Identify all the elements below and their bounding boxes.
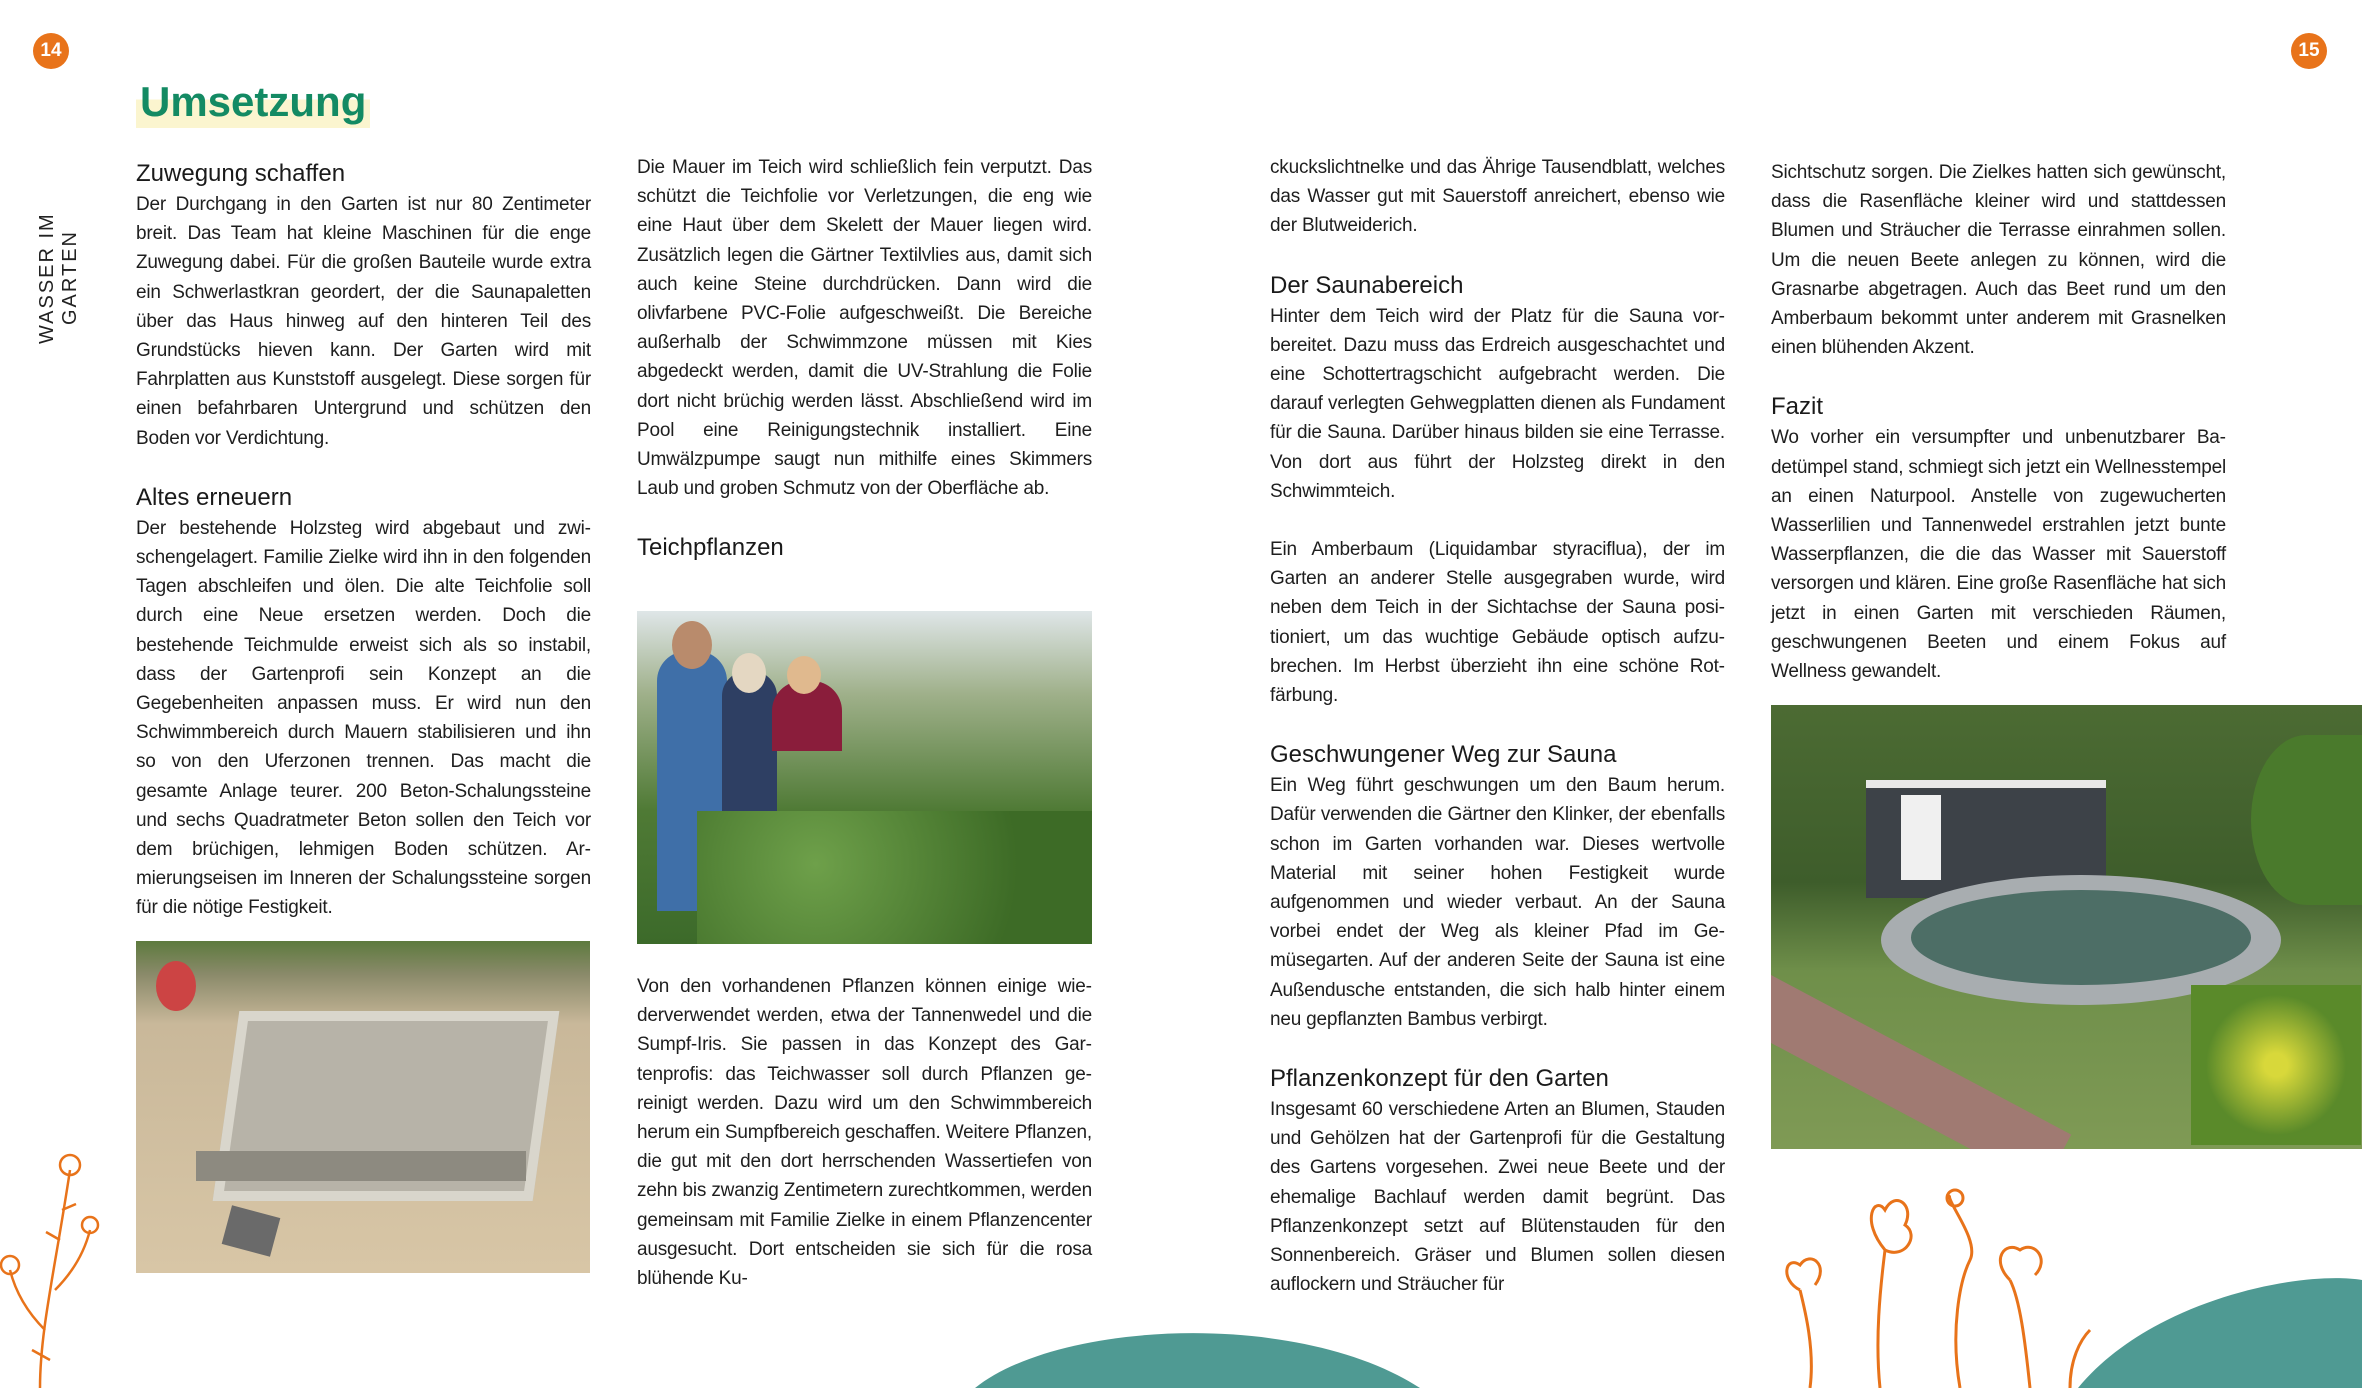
page-title: Umsetzung [136, 76, 370, 128]
heading-zuwegung: Zuwegung schaffen [136, 160, 346, 187]
flower-illustration-right-icon [1770, 1180, 2110, 1388]
paragraph: Wo vorher ein versumpfter und unbenutzbarer Badetümpel stand, schmiegt sich jetzt ein Wellnesstempel an einen Naturpool. Anstelle von zugewucherten Wasserlilien und Tannenwedel erstrahlen jetzt bunte Wasserpflanzen, die die das Wasser mit Sauerstoff versorgen und klären. Eine große Rasenfläche hat sich jetzt in einen Garten mit verschieden Räumen, geschwungenen Beeten und einem Fokus auf Wellness gewandelt. [1771, 427, 2226, 683]
paragraph: Hinter dem Teich wird der Platz für die Sauna vorbereitet. Dazu muss das Erdreich ausgeschachtet und eine Schottertragschicht aufgebracht werden. Die darauf verlegten Gehwegplatten dienen als Fundament für die Sauna. Darüber hinaus bilden sie eine Terrasse. Von dort aus führt der Holzsteg direkt in den Schwimmteich. [1270, 305, 1725, 502]
heading-saunabereich: Der Saunabereich [1270, 271, 1464, 299]
heading-fazit: Fazit [1771, 393, 1824, 421]
page-number-right: 15 [2291, 33, 2327, 69]
paragraph: Sichtschutz sorgen. Die Zielkes hatten sich gewünscht, dass die Rasenfläche kleiner wird und stattdessen Blumen und Sträucher die Terrasse einrahmen sollen. Um die neuen Beete anlegen zu können, wird die Grasnarbe abgetragen. Auch das Beet rund um den Amberbaum bekommt unter anderem mit Grasnelken einen blühenden Akzent. [1771, 162, 2226, 359]
paragraph: Von den vorhandenen Pflanzen können einige wiederverwendet werden, etwa der Tannenwedel und die Sumpf-Iris. Sie passen in das Konzept des Gartenprofis: das Teichwasser soll durch Pflanzen gereinigt werden. Dazu wird um den Schwimmbereich herum ein Sumpfbereich geschaffen. Weitere Pflanzen, die gut mit den dort herrschenden Wassertiefen von zehn bis zwanzig Zentimetern zurechtkommen, werden gemeinsam mit Familie Zielke in einem Pflanzencenter ausgesucht. Dort entscheiden sie sich für die rosa blühende Ku- [637, 976, 1092, 1290]
column-2 [637, 153, 1092, 564]
photo-plant-center [637, 611, 1092, 944]
paragraph: Ein Weg führt geschwungen um den Baum herum. Dafür verwenden die Gärtner den Klinker, der ebenfalls schon im Garten vorhanden war. Dieses wertvolle Material mit seiner hohen Festigkeit wurde aufgenommen und wieder verbaut. An der Sauna vorbei endet der Weg als kleiner Pfad im Gemüsegarten. Auf der anderen Seite der Sauna ist eine Außendusche entstanden, die sich halb hinter einem neu gepflanzten Bambus verbirgt. [1270, 775, 1725, 1030]
paragraph: Ein Amberbaum (Liquidambar styraciflua), der im Garten an anderer Stelle ausgegraben wurde, wird neben dem Teich in der Sichtachse der Sauna positioniert, um das wuchtige Gebäude optisch aufzubrechen. Im Herbst überzieht ihn eine schöne Rotfärbung. [1270, 539, 1725, 707]
column-1 [136, 158, 591, 923]
paragraph: Der bestehende Holzsteg wird abgebaut und zwischengelagert. Familie Zielke wird ihn in den folgenden Tagen abschleifen und ölen. Die alte Teichfolie soll durch eine Neue ersetzen werden. Doch die bestehende Teichmulde erweist sich als so instabil, dass der Gartenprofi sein Konzept an die Gegebenheiten anpassen muss. Er wird nun den Schwimmbereich durch Mauern stabilisieren und ihn so von den Uferzonen trennen. Das macht die gesamte Anlage teurer. 200 Beton-Schalungssteine und sechs Quadratmeter Beton sollen den Teich vor dem brüchigen, lehmigen Boden schützen. Armierungseisen im Inneren der Schalungssteine sorgen für die nötige Festigkeit. [136, 517, 591, 919]
heading-geschwungener-weg: Geschwungener Weg zur Sauna [1270, 741, 1617, 769]
flower-illustration-left-icon [0, 1130, 110, 1388]
paragraph: Die Mauer im Teich wird schließlich fein verputzt. Das schützt die Teichfolie vor Verletzungen, die eng wie eine Haut über dem Skelett der Mauer liegen wird. Zusätzlich legen die Gärtner Textilvlies aus, damit sich auch keine Steine durchdrücken. Dann wird die olivfarbene PVC-Folie aufgeschweißt. Die Bereiche außerhalb der Schwimmzone müssen mit Kies abgedeckt werden, damit die UV-Strahlung die Folie dort nicht brüchig werden lässt. Abschließend wird im Pool eine Reinigungstechnik installiert. Eine Umwälzpumpe saugt nun mithilfe eines Skimmers Laub und groben Schmutz von der Oberfläche ab. [637, 157, 1092, 500]
heading-pflanzenkonzept: Pflanzenkonzept für den Garten [1270, 1065, 1609, 1093]
section-label: WASSER IM GARTEN [36, 212, 81, 344]
heading-altes-erneuern: Altes erneuern [136, 483, 293, 511]
heading-teichpflanzen: Teichpflanzen [637, 534, 784, 562]
paragraph: ckuckslichtnelke und das Ährige Tausendblatt, welches das Wasser gut mit Sauerstoff anreichert, ebenso wie der Blutweiderich. [1270, 157, 1725, 237]
paragraph: Insgesamt 60 verschiedene Arten an Blumen, Stauden und Gehölzen hat der Gartenprofi für die Gestaltung des Gartens vorgesehen. Zwei neue Beete und der ehemalige Bachlauf werden damit begrünt. Das Pflanzenkonzept setzt auf Blütenstauden für den Sonnenbereich. Gräser und Blumen sollen diesen auflockern und Sträucher für [1270, 1099, 1725, 1296]
column-4 [1771, 158, 2226, 686]
paragraph: Der Durchgang in den Garten ist nur 80 Zentimeter breit. Das Team hat kleine Maschinen für die enge Zuwegung dabei. Für die großen Bauteile wurde extra ein Schwerlastkran geordert, der die Saunapaletten über das Haus hinweg auf den hinteren Teil des Grundstücks hieven kann. Der Garten wird mit Fahrplatten aus Kunststoff ausgelegt. Diese sorgen für einen befahrbaren Untergrund und schützen den Boden vor Verdichtung. [136, 194, 591, 449]
column-2-continued [637, 972, 1092, 1293]
page-number-left: 14 [33, 33, 69, 69]
photo-pool-construction [136, 941, 590, 1273]
photo-finished-garden [1771, 705, 2362, 1149]
column-3 [1270, 153, 1725, 1300]
